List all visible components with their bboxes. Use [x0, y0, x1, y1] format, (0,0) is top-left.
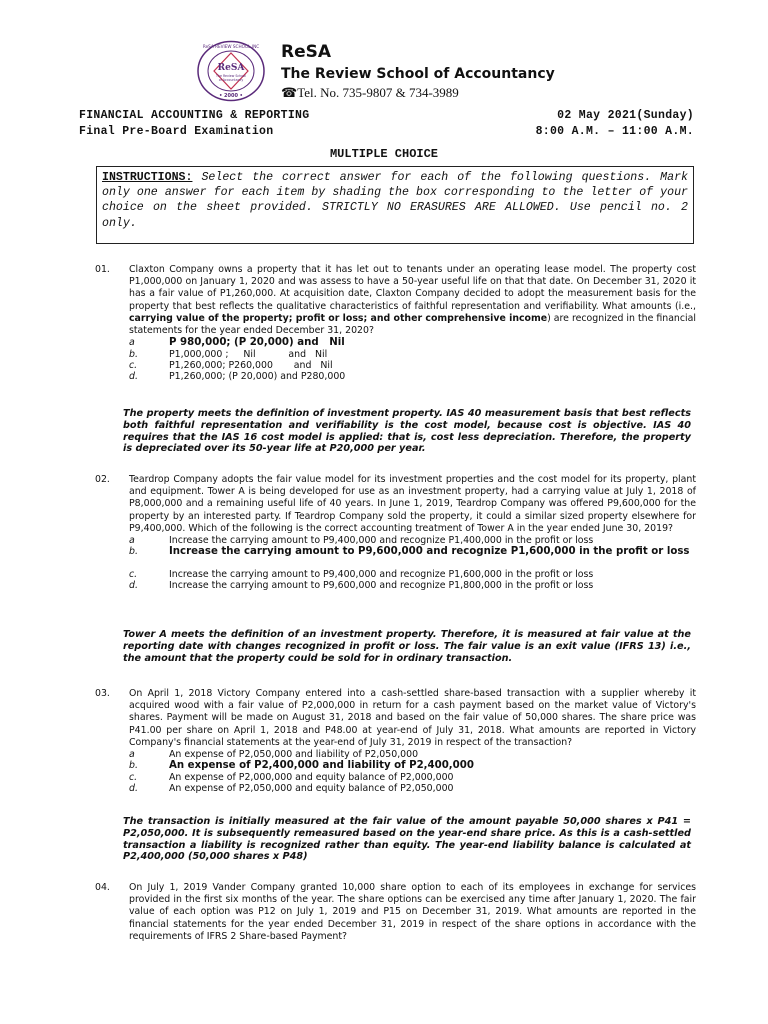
svg-text:• 2000 •: • 2000 • [219, 93, 243, 99]
question-04 [96, 882, 696, 943]
subject-title: FINANCIAL ACCOUNTING & REPORTING [79, 109, 310, 122]
option-letter: b. [129, 348, 138, 360]
instructions-text [102, 170, 688, 231]
svg-text:of Accountancy: of Accountancy [218, 78, 244, 82]
option-letter: d. [129, 371, 138, 383]
question-text [129, 264, 696, 337]
resa-seal-logo [196, 40, 266, 102]
option-a [129, 749, 696, 760]
question-number: 03. [95, 688, 110, 699]
question-text: On July 1, 2019 Vander Company granted 10,000 share option to each of its employees in exchange for services provided in the first six months of the year. The share options can be exercised any time after January 1, 2020. The fair value of each option was P12 on July 1, 2019 and P15 on December 31, 2019. What amounts are reported in the financial statements for the year ended December 31, 2019 in respect of the share options in accordance with the requirements of IFRS 2 Share-based Payment? [129, 882, 696, 942]
option-d [129, 783, 696, 794]
option-text: P1,000,000 ; Nil and Nil [169, 348, 328, 360]
explanation-03: The transaction is initially measured at the fair value of the amount payable 50,000 shares x P41 = P2,050,000. It is subsequently remeasured based on the year-end share price. As this is a cash-settled transaction a liability is recognized rather than equity. The year-end liability balance is calculated at P2,400,000 (50,000 shares x P48) [123, 816, 691, 863]
option-letter: c. [129, 771, 138, 783]
question-number: 01. [95, 264, 110, 275]
option-letter: d. [129, 580, 138, 592]
option-letter: c. [129, 360, 138, 371]
option-letter: b. [129, 760, 138, 772]
option-c [129, 569, 696, 580]
option-b [129, 760, 696, 771]
option-a [129, 337, 696, 348]
question-text: On April 1, 2018 Victory Company entered into a cash-settled share-based transaction with a supplier whereby it acquired wood with a fair value of P2,000,000 in return for a cash payment based on the market value of Victory's shares. Payment will be made on August 31, 2018 and based on the fair value of 50,000 shares. The share price was P41.00 per share on April 1, 2018 and P48.00 at year-end of July 31, 2018. What amounts are reported in Victory Company's financial statements at the year-end of July 31, 2019 in respect of the transaction? [129, 688, 696, 748]
explanation-01: The property meets the definition of investment property. IAS 40 measurement basis that best reflects both faithful representation and verifiability is the cost model, because cost is objective. IAS 40 requires that the IAS 16 cost model is applied: that is, cost less depreciation. Therefore, the property is depreciated over its 50-year life at P20,000 per year. [123, 408, 691, 455]
exam-date: 02 May 2021(Sunday) [557, 109, 694, 122]
question-number: 04. [95, 882, 110, 893]
svg-text:ReSA: ReSA [217, 63, 245, 73]
instructions-box [96, 166, 694, 244]
option-text: P1,260,000; (P 20,000) and P280,000 [169, 371, 346, 383]
option-text: Increase the carrying amount to P9,600,000 and recognize P1,800,000 in the profit or loss [169, 580, 594, 592]
option-letter: c. [129, 569, 138, 580]
option-text: P 980,000; (P 20,000) and Nil [169, 337, 345, 349]
option-text: Increase the carrying amount to P9,400,000 and recognize P1,600,000 in the profit or loss [169, 569, 594, 580]
exam-time: 8:00 A.M. – 11:00 A.M. [535, 125, 694, 138]
question-text-part: Claxton Company owns a property that it has let out to tenants under an operating lease model. The property cost P1,000,000 on January 1, 2020 and was assess to have a 50-year useful life on that that date. On December 31, 2020 it has a fair value of P1,260,000. At acquisition date, Claxton Company decided to adopt the measurement basis for the property that best reflects the qualitative characteristics of faithful representation and verifiability. What amounts (i.e., [129, 264, 696, 312]
school-full-name: The Review School of Accountancy [281, 66, 555, 82]
option-text: An expense of P2,050,000 and equity balance of P2,050,000 [169, 783, 454, 795]
svg-text:ReSA REVIEW SCHOOL INC: ReSA REVIEW SCHOOL INC [202, 44, 260, 49]
option-text: An expense of P2,050,000 and liability of P2,050,000 [169, 749, 419, 761]
option-letter: a [129, 337, 135, 349]
option-text: P1,260,000; P260,000 and Nil [169, 360, 333, 371]
section-title: MULTIPLE CHOICE [329, 147, 439, 161]
telephone-line [281, 85, 459, 101]
school-name: ReSA [281, 42, 332, 62]
option-text: An expense of P2,000,000 and equity balance of P2,000,000 [169, 771, 454, 783]
option-a [129, 535, 696, 546]
exam-title: Final Pre-Board Examination [79, 125, 274, 138]
phone-icon: ☎ [281, 85, 298, 100]
telephone-numbers: Tel. No. 735-9807 & 734-3989 [297, 85, 459, 100]
question-text-part: ) are recognized in the financial statements for the year ended December 31, 2020? [129, 312, 696, 337]
option-c [129, 772, 696, 783]
option-text: An expense of P2,400,000 and liability of P2,400,000 [169, 760, 474, 772]
option-letter: a [129, 749, 135, 761]
option-letter: d. [129, 783, 138, 795]
option-b [129, 546, 696, 569]
option-letter: b. [129, 546, 138, 558]
option-d [129, 371, 696, 382]
instructions-label: INSTRUCTIONS: [102, 171, 193, 184]
option-d [129, 580, 696, 591]
instructions-body: Select the correct answer for each of the following questions. Mark only one answer for each item by shading the box corresponding to the letter of your choice on the sheet provided. STRICTLY NO ERASURES ARE ALLOWED. Use pencil no. 2 only. [102, 171, 688, 230]
option-text: Increase the carrying amount to P9,400,000 and recognize P1,400,000 in the profit or loss [169, 535, 594, 547]
question-number: 02. [95, 474, 110, 485]
option-b [129, 349, 696, 360]
question-text-emphasis: carrying value of the property; profit or loss; and other comprehensive income [129, 312, 548, 324]
option-text: Increase the carrying amount to P9,600,000 and recognize P1,600,000 in the profit or loss [169, 546, 690, 558]
option-letter: a [129, 535, 135, 547]
question-text: Teardrop Company adopts the fair value model for its investment properties and the cost model for its property, plant and equipment. Tower A is being developed for use as an investment property, had a carrying value at July 1, 2018 of P8,000,000 and a remaining useful life of 40 years. In June 1, 2019, Teardrop Company was offered P9,600,000 for the property by an interested party. If Teardrop Company sold the property, it could a similar sized property elsewhere for P9,400,000. Which of the following is the correct accounting treatment of Tower A in the year ended June 30, 2019? [129, 474, 696, 534]
explanation-02: Tower A meets the definition of an investment property. Therefore, it is measured at fair value at the reporting date with changes recognized in profit or loss. The fair value is an exit value (IFRS 13) i.e., the amount that the property could be sold for in ordinary transaction. [123, 629, 691, 664]
option-c [129, 360, 696, 371]
svg-text:The Review School: The Review School [216, 74, 246, 78]
question-02 [96, 474, 696, 592]
question-03 [96, 688, 696, 795]
question-01 [96, 264, 696, 383]
